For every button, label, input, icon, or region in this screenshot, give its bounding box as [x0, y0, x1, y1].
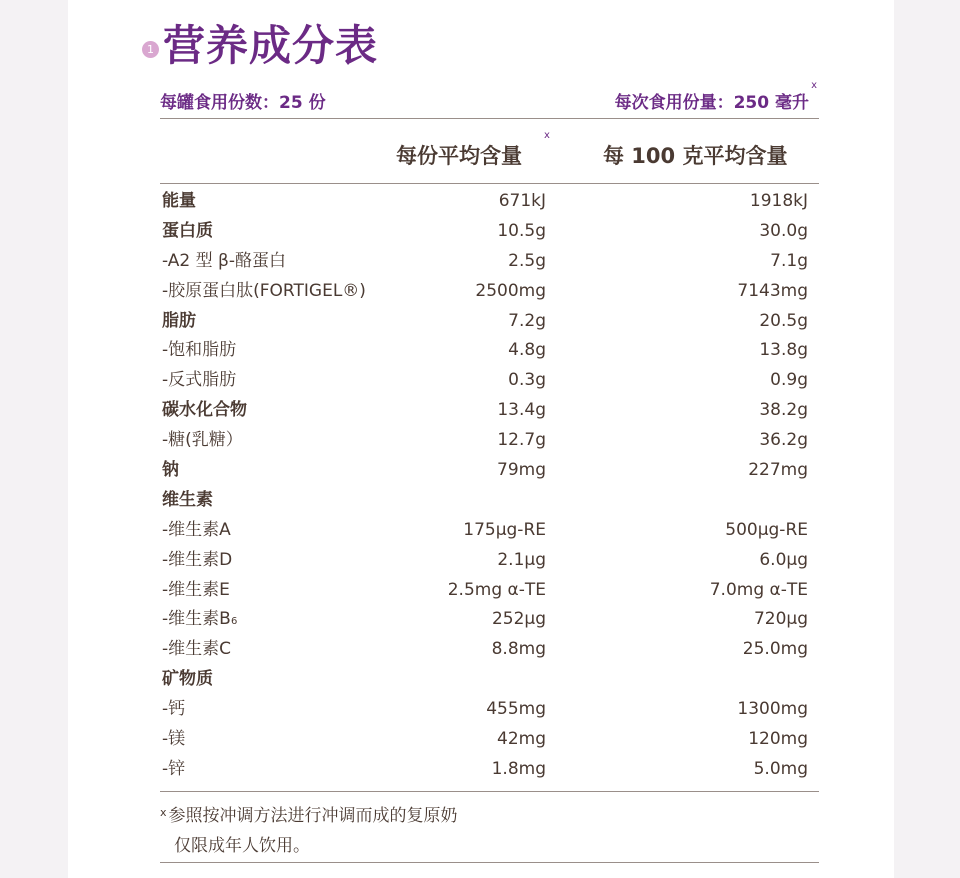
nutrient-label: 脂肪 [162, 310, 196, 331]
per-serving-mark: x [544, 130, 550, 141]
table-row [162, 335, 808, 365]
per-serving-value: 2500mg [475, 280, 546, 301]
footnote-line-2: 仅限成年人饮用。 [174, 836, 310, 856]
per-serving-value: 10.5g [497, 220, 546, 241]
per-serving-value: 0.3g [508, 370, 546, 391]
serving-info-row [160, 80, 819, 116]
table-row [162, 754, 808, 784]
nutrient-label: -糖(乳糖） [162, 430, 243, 451]
per-serving-value: 79mg [497, 460, 546, 481]
table-row [162, 724, 808, 754]
footnote-mark: x [160, 806, 167, 819]
table-row [162, 455, 808, 485]
nutrient-label: -锌 [162, 758, 186, 779]
footnote-divider [160, 862, 819, 863]
table-row [162, 664, 808, 694]
per-serving-value: 13.4g [497, 400, 546, 421]
nutrient-label: 矿物质 [162, 669, 213, 690]
table-row [162, 634, 808, 664]
per-serving-value: 7.2g [508, 310, 546, 331]
nutrient-label: -反式脂肪 [162, 370, 237, 391]
per-100g-value: 5.0mg [753, 758, 808, 779]
per-100g-value: 38.2g [759, 400, 808, 421]
per-100g-value: 120mg [748, 729, 808, 750]
per-serving-value: 4.8g [508, 340, 546, 361]
per-serving-value: 175μg-RE [463, 519, 546, 540]
nutrient-label: -维生素B [162, 609, 231, 630]
section-number-badge: 1 [142, 41, 159, 58]
nutrient-label: -镁 [162, 729, 186, 750]
table-row [162, 575, 808, 605]
per-serving-value: 2.1μg [497, 549, 546, 570]
per-serving-value: 671kJ [498, 191, 546, 211]
nutrient-label: 碳水化合物 [162, 400, 247, 421]
nutrient-label: -胶原蛋白肽(FORTIGEL®) [162, 280, 366, 301]
per-100g-value: 6.0μg [759, 549, 808, 570]
per-serving-value: 252μg [491, 609, 546, 630]
per-serving-value: 8.8mg [491, 639, 546, 660]
per-serving-value: 1.8mg [491, 758, 546, 779]
per-serving-value: 455mg [486, 699, 546, 720]
per-serving-value: 2.5g [508, 250, 546, 271]
nutrient-label: -A2 型 β-酪蛋白 [162, 250, 286, 271]
nutrient-label: -维生素E [162, 579, 230, 600]
table-row [162, 306, 808, 336]
table-row [162, 365, 808, 395]
nutrient-label: -维生素D [162, 549, 233, 570]
per-100g-value: 7.1g [770, 250, 808, 271]
column-header-per-serving: 每份平均含量 [396, 144, 522, 168]
footnote [160, 798, 458, 861]
column-header-divider [160, 183, 819, 184]
table-row [162, 276, 808, 306]
per-100g-value: 13.8g [759, 340, 808, 361]
per-100g-value: 1918kJ [749, 191, 808, 211]
title-row [142, 14, 378, 78]
table-row [162, 545, 808, 575]
per-100g-value: 7.0mg α-TE [709, 579, 808, 600]
table-row [162, 186, 808, 216]
serving-size-mark: x [811, 80, 817, 91]
footnote-line-1: 参照按冲调方法进行冲调而成的复原奶 [168, 806, 458, 826]
table-row [162, 425, 808, 455]
per-serving-value: 2.5mg α-TE [447, 579, 546, 600]
table-row [162, 485, 808, 515]
table-row [162, 395, 808, 425]
per-100g-value: 20.5g [759, 310, 808, 331]
nutrient-label: 钠 [162, 460, 179, 481]
per-100g-value: 720μg [753, 609, 808, 630]
per-100g-value: 227mg [748, 460, 808, 481]
nutrient-label: -维生素C [162, 639, 232, 660]
per-serving-value: 12.7g [497, 430, 546, 451]
per-100g-value: 1300mg [737, 699, 808, 720]
nutrient-label: 能量 [162, 191, 196, 211]
per-100g-value: 25.0mg [742, 639, 808, 660]
per-100g-value: 500μg-RE [725, 519, 808, 540]
table-row [162, 216, 808, 246]
nutrition-table [162, 186, 808, 784]
table-row [162, 246, 808, 276]
per-100g-value: 0.9g [770, 370, 808, 391]
per-100g-value: 30.0g [759, 220, 808, 241]
column-header-per-100g: 每 100 克平均含量 [603, 144, 788, 168]
nutrient-label: 蛋白质 [162, 220, 213, 241]
per-serving-value: 42mg [497, 729, 546, 750]
nutrient-label: 维生素 [162, 489, 213, 510]
table-row [162, 515, 808, 545]
serving-size: 每次食用份量：250 毫升 [614, 93, 809, 113]
per-100g-value: 36.2g [759, 430, 808, 451]
nutrient-label: -维生素A [162, 519, 231, 540]
nutrient-label: -饱和脂肪 [162, 340, 237, 361]
per-100g-value: 7143mg [737, 280, 808, 301]
table-bottom-divider [160, 791, 819, 792]
table-row [162, 604, 808, 634]
nutrient-label-subscript: 6 [231, 616, 238, 628]
header-divider [160, 118, 819, 119]
nutrient-label: -钙 [162, 699, 186, 720]
servings-per-can: 每罐食用份数：25 份 [160, 93, 326, 113]
page-title: 营养成分表 [163, 21, 379, 70]
table-row [162, 694, 808, 724]
